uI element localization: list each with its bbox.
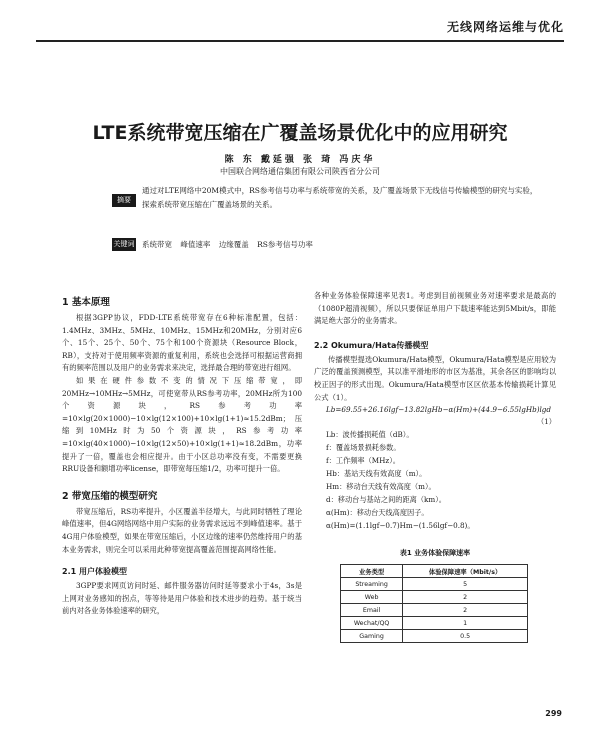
keywords-box (112, 236, 542, 252)
table-header-cell: 业务类型 (341, 565, 403, 578)
abstract-text: 通过对LTE网络中20M模式中，RS参考信号功率与系统带宽的关系，及广覆盖场景下无线信号传输模型的研究与实验，探索系统带宽压缩在广覆盖场景的关系。 (142, 186, 538, 209)
left-column (62, 290, 302, 618)
definition-item: f：覆盖场景损耗参数。 (326, 443, 401, 453)
section-2-2-heading: 2.2 Okumura/Hata传播模型 (314, 340, 429, 350)
abstract-label: 摘要 (112, 194, 136, 207)
definition-item: f：工作频率（MHz）。 (326, 456, 400, 466)
definition-item: Lb：波传播损耗值（dB）。 (326, 430, 414, 440)
section-2-1-heading: 2.1 用户体验模型 (62, 567, 127, 577)
definition-item: d：移动台与基站之间的距离（km）。 (326, 495, 446, 505)
article-title: LTE系统带宽压缩在广覆盖场景优化中的应用研究 (92, 122, 508, 144)
table-row (341, 630, 528, 643)
section-1-paragraph-1: 根据3GPP协议，FDD-LTE系统带宽存在6种标准配置，包括：1.4MHz、3MHz、5MHz、10MHz、15MHz和20MHz，分别对应6个、15个、25个、50个、75个和100个资源块（Resource Block，RB），支持对于使用频率资源的重复利用，系统也会选择可根据运营商拥有的频率范围以及用户的业务需求来决定，选择最合理的带宽进行组网。 (62, 313, 302, 373)
section-2-paragraph-1: 带宽压缩后，RS功率提升，小区覆盖半径增大，与此同时牺牲了理论峰值速率，但4G网络网络中用户实际的业务需求远远不到峰值速率。基于4G用户体验模型，如果在带宽压缩后，小区边缘的速率仍然维持用户的基本业务需求，则完全可以采用此种带宽提高覆盖范围提高网络性能。 (62, 506, 302, 554)
table-cell: 2 (403, 591, 528, 604)
table-row (341, 578, 528, 591)
definition-item: α(Hm)=(1.1lgf−0.7)Hm−(1.56lgf−0.8)。 (326, 521, 475, 531)
table-cell: Gaming (341, 630, 403, 643)
table-1 (340, 564, 528, 643)
section-2-1-paragraph-1: 3GPP要求网页访问时延、邮件服务器访问时延等要求小于4s，3s是上网对业务感知的拐点，等等待是用户体验和技术进步的趋势。基于统当前内对各业务体验速率的研究， (62, 581, 302, 616)
keywords-text: 系统带宽 峰值速率 边缘覆盖 RS参考信号功率 (142, 240, 313, 249)
right-column (314, 290, 556, 643)
section-1-heading: 1 基本原理 (62, 297, 110, 308)
formula-1: Lb=69.55+26.16lgf−13.82lgHb−α(Hm)+(44.9−6.55lgHb)lgd (326, 405, 551, 415)
table-header-row (341, 565, 528, 578)
table-header-cell: 体验保障速率（Mbit/s） (403, 565, 528, 578)
section-1-paragraph-2: 如果在硬件参数不变的情况下压缩带宽，即20MHz→10MHz→5MHz，可使宽带从RS参考功率，20MHz所为100个资源块，RS参考功率=10×lg(20×1000)−10×lg(12×100)+10×lg(1+1)≈15.2dBm；压缩到10MHz时为50个资源块，RS参考功率=10×lg(40×1000)−10×lg(12×50)+10×lg(1+1)≈18.2dBm，功率提升了一倍，覆盖也会相应提升。由于小区总功率没有变，不需要更换RRU设备和额增功率license，即带宽每压缩1/2，功率可提升一倍。 (62, 375, 302, 474)
table-cell: 0.5 (403, 630, 528, 643)
table-cell: Web (341, 591, 403, 604)
table-1-caption: 表1 业务体验保障速率 (399, 549, 471, 558)
page-number: 299 (545, 709, 562, 718)
section-2-heading: 2 带宽压缩的模型研究 (62, 490, 158, 502)
abstract-box (112, 182, 542, 224)
table-cell: 1 (403, 617, 528, 630)
table-cell: 5 (403, 578, 528, 591)
definition-item: α(Hm)：移动台天线高度因子。 (326, 508, 429, 518)
table-row (341, 604, 528, 617)
table-cell: 2 (403, 604, 528, 617)
table-cell: Wechat/QQ (341, 617, 403, 630)
definition-item: Hb：基站天线有效高度（m）。 (326, 469, 427, 479)
table-row (341, 617, 528, 630)
section-header: 无线网络运维与优化 (446, 20, 564, 34)
section-2-2-paragraph-1: 传播模型提选Okumura/Hata模型，Okumura/Hata模型是应用较为广泛的覆盖预测模型，其以准平滑地形的市区为基准，其余各区的影响均以校正因子的形式出现。Okumura/Hata模型市区区依基本传输损耗计算见公式（1）。 (314, 354, 556, 402)
keywords-label: 关键词 (112, 238, 136, 251)
affiliation: 中国联合网络通信集团有限公司陕西省分公司 (220, 167, 380, 176)
definition-item: Hm：移动台天线有效高度（m）。 (326, 482, 436, 492)
equation-number: （1） (537, 417, 556, 427)
authors: 陈 东 戴延强 张 琦 冯庆华 (224, 155, 376, 165)
continued-paragraph: 各种业务体验保障速率见表1。考虑到目前视频业务对速率要求是最高的（1080P超清视频），所以只要保证单用户下载速率能达到5Mbit/s，即能满足绝大部分的业务需求。 (314, 291, 556, 326)
table-row (341, 591, 528, 604)
table-cell: Email (341, 604, 403, 617)
header-rule (36, 40, 564, 42)
table-cell: Streaming (341, 578, 403, 591)
